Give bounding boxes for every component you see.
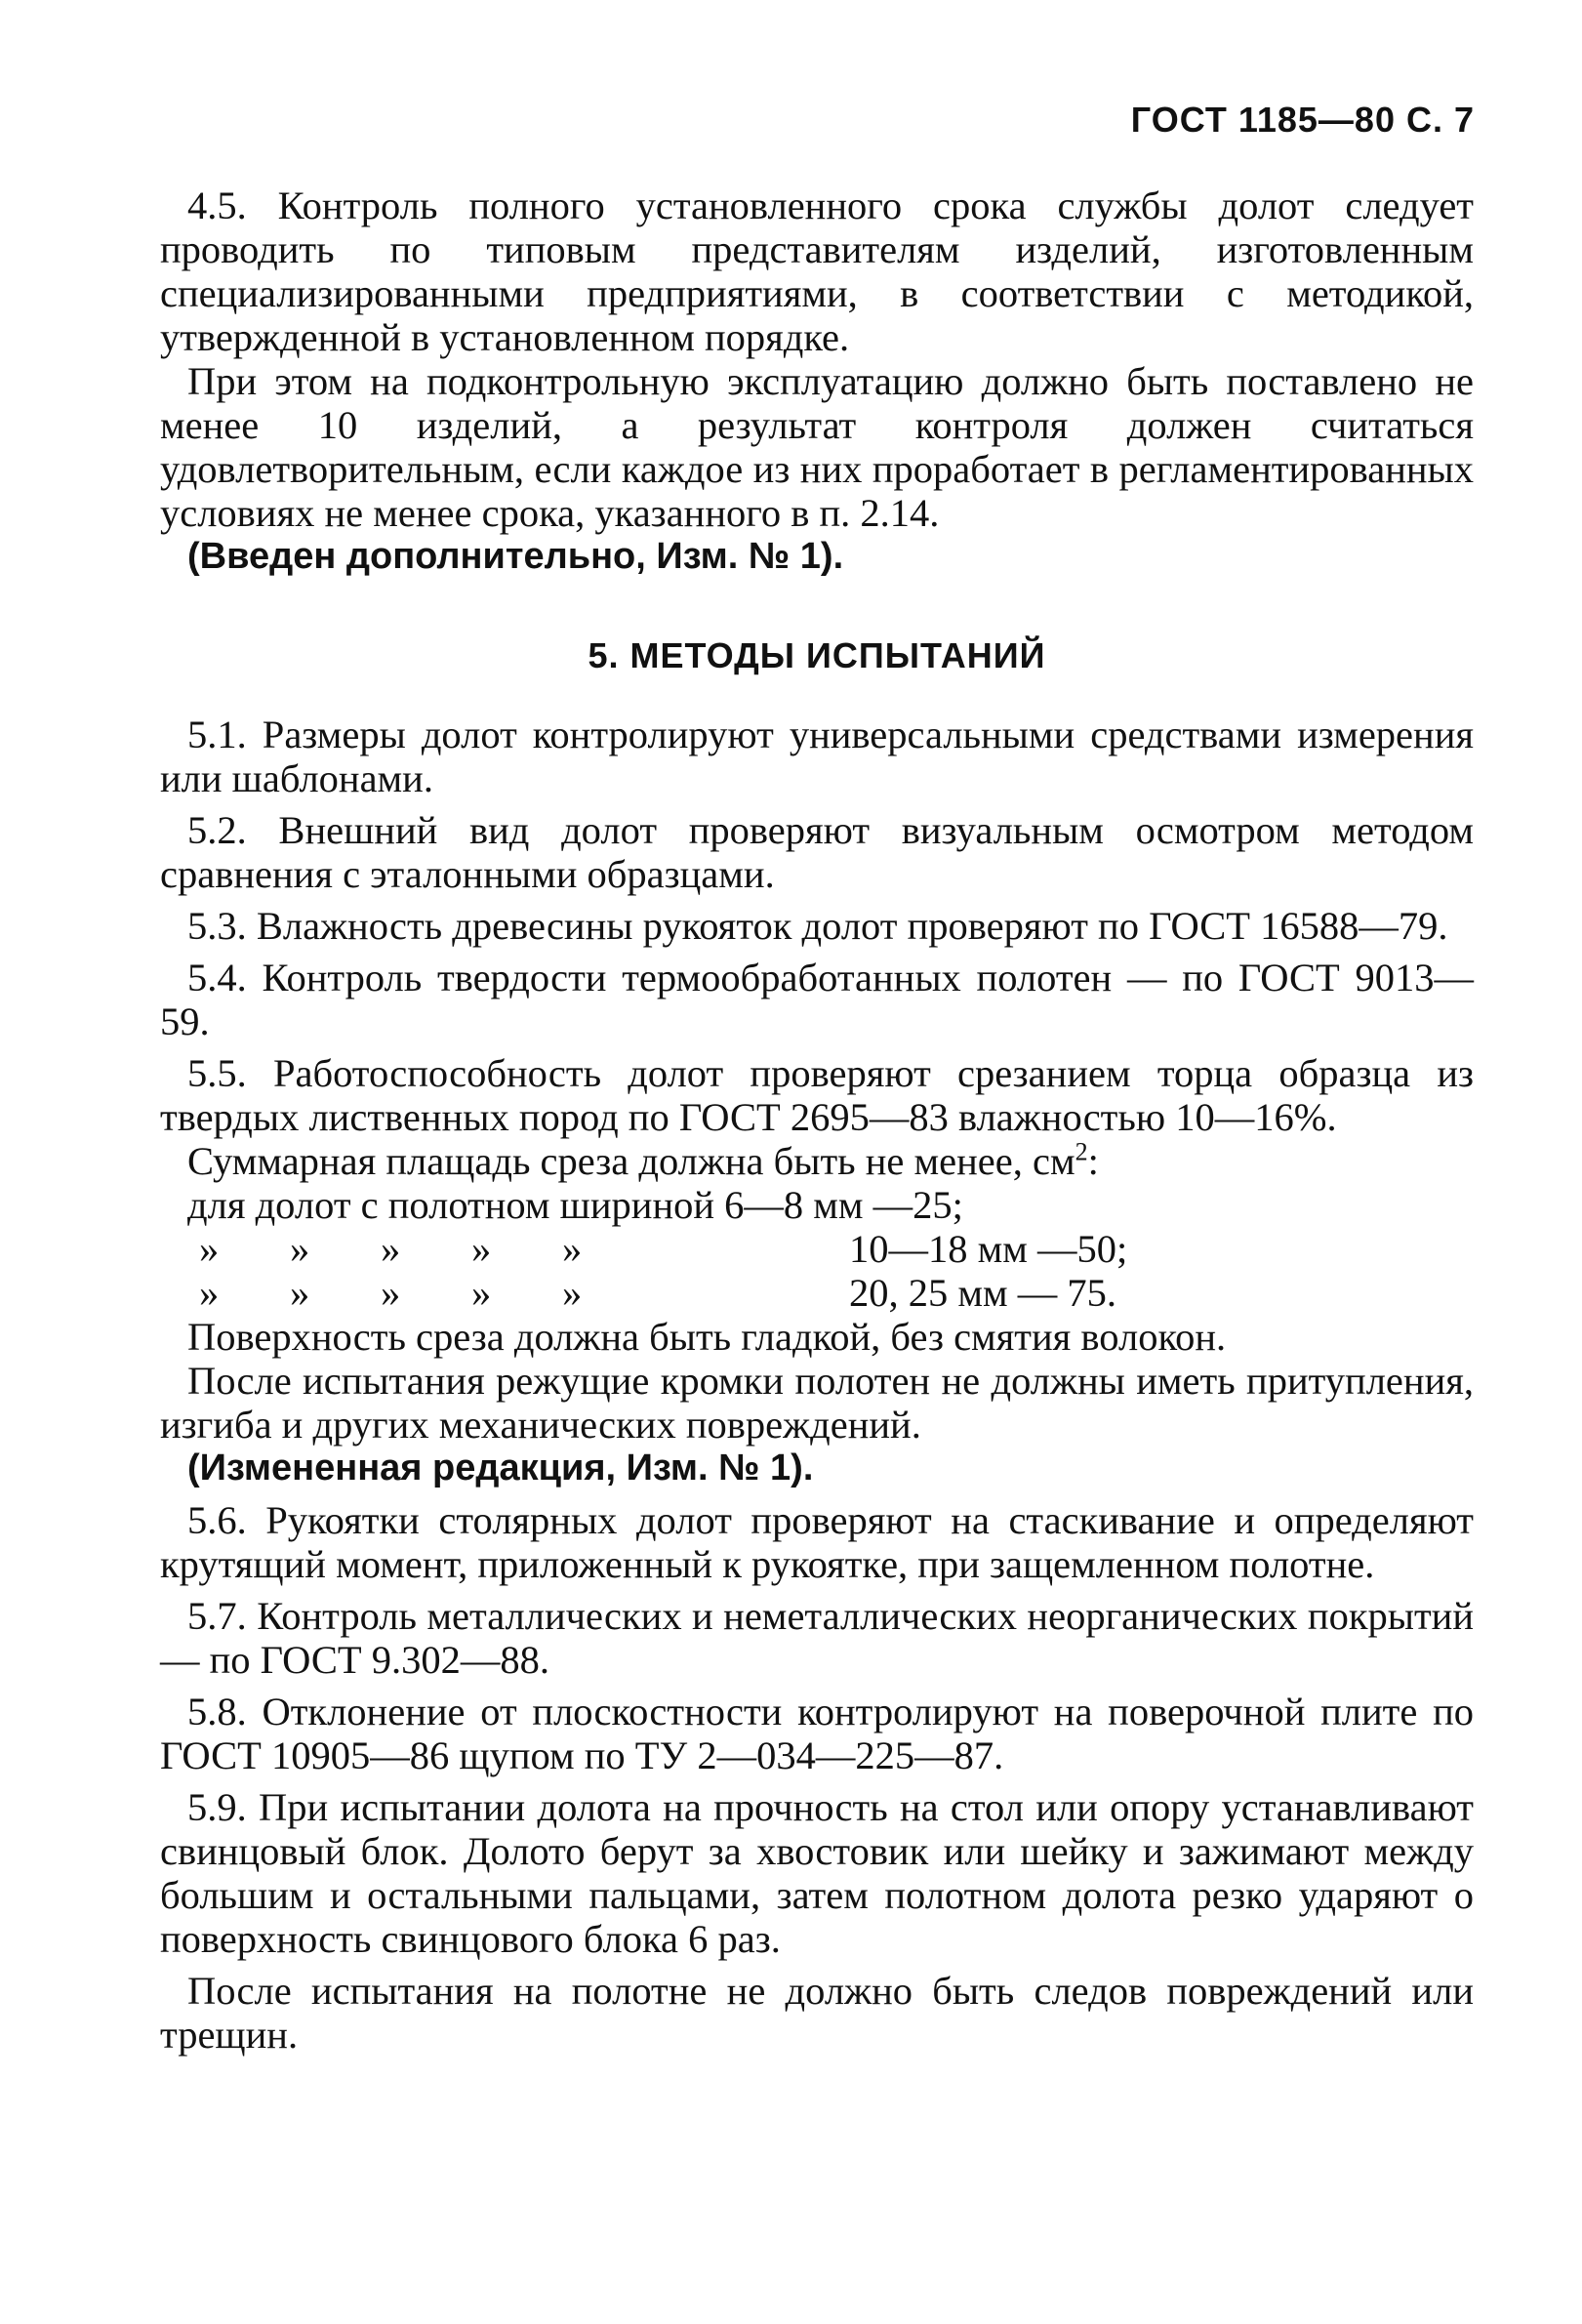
area-row-6-8mm: для долот с полотном шириной 6—8 мм —25; xyxy=(187,1183,963,1227)
page-body xyxy=(160,183,1474,2057)
amendment-note: (Измененная редакция, Изм. № 1). xyxy=(187,1447,814,1488)
paragraph-5-6: 5.6. Рукоятки столярных долот проверяют на стаскивание и определяют крутящий момент, приложенный к рукоятке, при защемленном полотне. xyxy=(160,1498,1474,1586)
area-value: 10—18 мм —50; xyxy=(849,1227,1128,1271)
ditto-mark: » xyxy=(290,1271,310,1315)
ditto-mark: » xyxy=(381,1227,401,1271)
paragraph-4-5-continuation: При этом на подконтрольную эксплуатацию должно быть поставлено не менее 10 изделий, а результат контроля должен считаться удовлетворительным, если каждое из них проработает в регламентированных условиях не менее срока, указанного в п. 2.14. xyxy=(160,359,1474,535)
paragraph-5-2: 5.2. Внешний вид долот проверяют визуальным осмотром методом сравнения с эталонными образцами. xyxy=(160,808,1474,896)
surface-requirement: Поверхность среза должна быть гладкой, без смятия волокон. xyxy=(187,1315,1227,1359)
paragraph-5-4: 5.4. Контроль твердости термообработанных полотен — по ГОСТ 9013—59. xyxy=(160,956,1474,1043)
paragraph-5-7: 5.7. Контроль металлических и неметаллических неорганических покрытий — по ГОСТ 9.302—88. xyxy=(160,1594,1474,1682)
ditto-mark: » xyxy=(562,1271,583,1315)
paragraph-4-5: 4.5. Контроль полного установленного срока службы долот следует проводить по типовым представителям изделий, изготовленным специализированными предприятиями, в соответствии с методикой, утвержденной в установленном порядке. xyxy=(160,183,1474,359)
paragraph-5-9-continuation: После испытания на полотне не должно быть следов повреждений или трещин. xyxy=(160,1969,1474,2057)
ditto-mark: » xyxy=(290,1227,310,1271)
ditto-mark: » xyxy=(471,1271,492,1315)
ditto-mark: » xyxy=(471,1227,492,1271)
paragraph-5-5: 5.5. Работоспособность долот проверяют срезанием торца образца из твердых лиственных пород по ГОСТ 2695—83 влажностью 10—16%. xyxy=(160,1051,1474,1139)
area-row-10-18mm xyxy=(160,1227,1474,1271)
ditto-mark: » xyxy=(199,1271,220,1315)
amendment-note: (Введен дополнительно, Изм. № 1). xyxy=(187,536,844,577)
running-header: ГОСТ 1185—80 С. 7 xyxy=(1130,100,1475,140)
area-requirement: Суммарная плащадь среза должна быть не менее, $см^2$: xyxy=(187,1137,1099,1183)
ditto-mark: » xyxy=(562,1227,583,1271)
ditto-mark: » xyxy=(199,1227,220,1271)
paragraph-5-1: 5.1. Размеры долот контролируют универсальными средствами измерения или шаблонами. xyxy=(160,713,1474,800)
edge-requirement: После испытания режущие кромки полотен не должны иметь притупления, изгиба и других механических повреждений. xyxy=(160,1359,1474,1447)
section-title: 5. МЕТОДЫ ИСПЫТАНИЙ xyxy=(588,635,1046,675)
area-value: 20, 25 мм — 75. xyxy=(849,1271,1117,1315)
area-row-20-25mm xyxy=(160,1271,1474,1315)
ditto-mark: » xyxy=(381,1271,401,1315)
paragraph-5-9: 5.9. При испытании долота на прочность на стол или опору устанавливают свинцовый блок. Долото берут за хвостовик или шейку и зажимают между большим и остальными пальцами, затем полотном долота резко ударяют о поверхность свинцового блока 6 раз. xyxy=(160,1785,1474,1961)
paragraph-5-3: 5.3. Влажность древесины рукояток долот проверяют по ГОСТ 16588—79. xyxy=(187,904,1448,948)
paragraph-5-8: 5.8. Отклонение от плоскостности контролируют на поверочной плите по ГОСТ 10905—86 щупом по ТУ 2—034—225—87. xyxy=(160,1690,1474,1777)
